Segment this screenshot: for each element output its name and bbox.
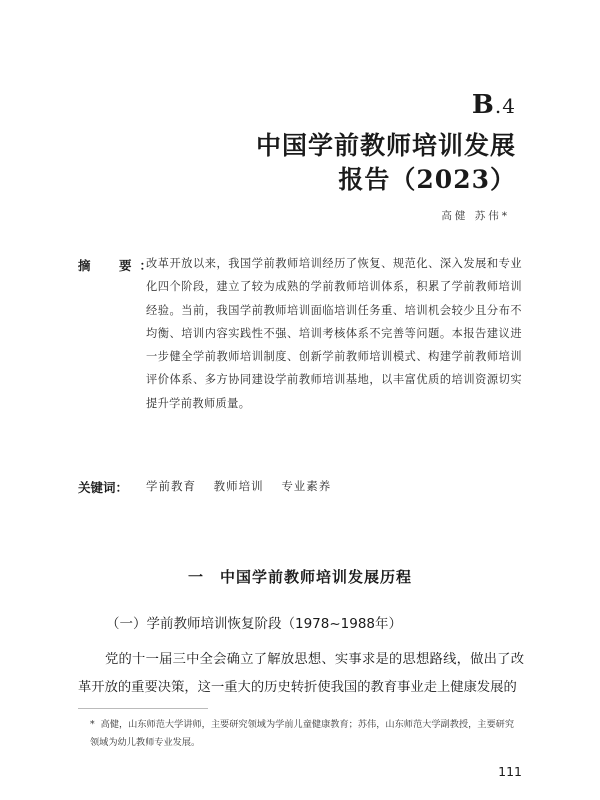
page-number: 111 (498, 764, 522, 779)
chapter-sub-number: .4 (494, 94, 516, 118)
section-heading (0, 566, 600, 587)
footnote-mark: * (90, 719, 95, 730)
footnote-divider (78, 708, 208, 709)
subsection-heading: （一）学前教师培训恢复阶段（1978~1988年） (106, 616, 403, 632)
abstract-text: 改革开放以来，我国学前教师培训经历了恢复、规范化、深入发展和专业化四个阶段，建立了较为成熟的学前教师培训体系，积累了学前教师培训经验。当前，我国学前教师培训面临培训任务重、培训机会较少且分布不均衡、培训内容实践性不强、培训考核体系不完善等问题。本报告建议进一步健全学前教师培训制度、创新学前教师培训模式、构建学前教师培训评价体系、多方协同建设学前教师培训基地，以丰富优质的培训资源切实提升学前教师质量。 (146, 257, 522, 410)
chapter-letter: B (471, 90, 495, 120)
keywords-list (146, 478, 345, 494)
footnote (90, 716, 522, 752)
keywords-label: 关键词： (78, 480, 129, 495)
keyword-item: 教师培训 (213, 479, 264, 493)
section-number: 一 (187, 568, 204, 586)
body-paragraph: 党的十一届三中全会确立了解放思想、实事求是的思想路线，做出了改革开放的重要决策，这一重大的历史转折使我国的教育事业走上健康发展的 (78, 652, 524, 695)
abstract-label: 摘 要： (78, 258, 161, 273)
keyword-item: 专业素养 (281, 479, 332, 493)
keyword-item: 学前教育 (146, 479, 196, 493)
authors: 高健 苏伟* (441, 210, 510, 222)
report-title-line-2: 报告（2023） (338, 165, 516, 194)
chapter-number (472, 90, 516, 120)
footnote-text: 高健，山东师范大学讲师，主要研究领域为学前儿童健康教育；苏伟，山东师范大学副教授，主要研究领域为幼儿教师专业发展。 (90, 719, 515, 748)
report-title-line-1: 中国学前教师培训发展 (255, 131, 516, 160)
section-title: 中国学前教师培训发展历程 (220, 568, 413, 586)
